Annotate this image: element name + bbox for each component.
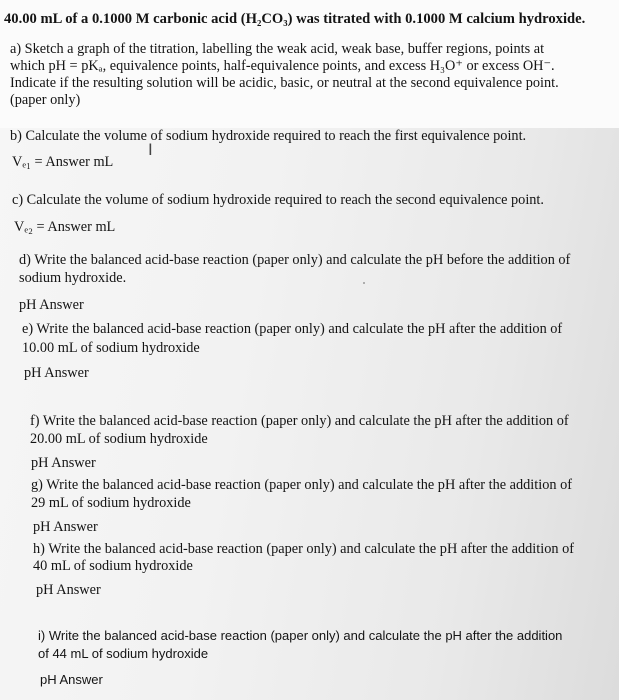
part-b-answer-field[interactable]: Vₑ₁ = Answer mL [12,154,114,170]
part-f-line-2: 20.00 mL of sodium hydroxide [30,431,208,447]
part-d-line-2: sodium hydroxide. [19,270,127,286]
part-f-line-1: f) Write the balanced acid-base reaction (paper only) and calculate the pH after the addition of [30,413,569,429]
speck-mark [363,282,365,284]
part-i-line-2: of 44 mL of sodium hydroxide [38,646,209,661]
text-cursor-icon: I [148,140,153,159]
part-g-answer-field[interactable]: pH Answer [33,519,98,535]
part-f-answer-field[interactable]: pH Answer [31,455,96,471]
part-a-line-1: a) Sketch a graph of the titration, labelling the weak acid, weak base, buffer regions, points at [10,41,545,57]
question-intro: 40.00 mL of a 0.1000 M carbonic acid (H₂CO₃) was titrated with 0.1000 M calcium hydroxide. [4,11,586,27]
part-d-answer-field[interactable]: pH Answer [19,297,84,313]
part-e-line-1: e) Write the balanced acid-base reaction (paper only) and calculate the pH after the addition of [22,321,563,337]
part-i-line-1: i) Write the balanced acid-base reaction (paper only) and calculate the pH after the addition [38,628,563,643]
part-e-answer-field[interactable]: pH Answer [24,365,89,381]
part-a-line-3: Indicate if the resulting solution will be acidic, basic, or neutral at the second equivalence point. [10,75,559,91]
part-a-line-2: which pH = pKₐ, equivalence points, half-equivalence points, and excess H₃O⁺ or excess OH⁻. [10,58,555,74]
part-h-line-2: 40 mL of sodium hydroxide [33,558,193,574]
part-c-question: c) Calculate the volume of sodium hydroxide required to reach the second equivalence point. [12,192,544,208]
part-a-line-4: (paper only) [10,92,81,108]
part-h-line-1: h) Write the balanced acid-base reaction (paper only) and calculate the pH after the addition of [33,541,574,557]
part-b-question: b) Calculate the volume of sodium hydroxide required to reach the first equivalence point. [10,128,527,144]
part-h-answer-field[interactable]: pH Answer [36,582,101,598]
part-g-line-1: g) Write the balanced acid-base reaction (paper only) and calculate the pH after the addition of [31,477,572,493]
part-c-answer-field[interactable]: Vₑ₂ = Answer mL [14,219,116,235]
part-i-answer-field[interactable]: pH Answer [40,672,103,687]
part-g-line-2: 29 mL of sodium hydroxide [31,495,191,511]
part-d-line-1: d) Write the balanced acid-base reaction (paper only) and calculate the pH before the addition of [19,252,571,268]
part-e-line-2: 10.00 mL of sodium hydroxide [22,340,200,356]
